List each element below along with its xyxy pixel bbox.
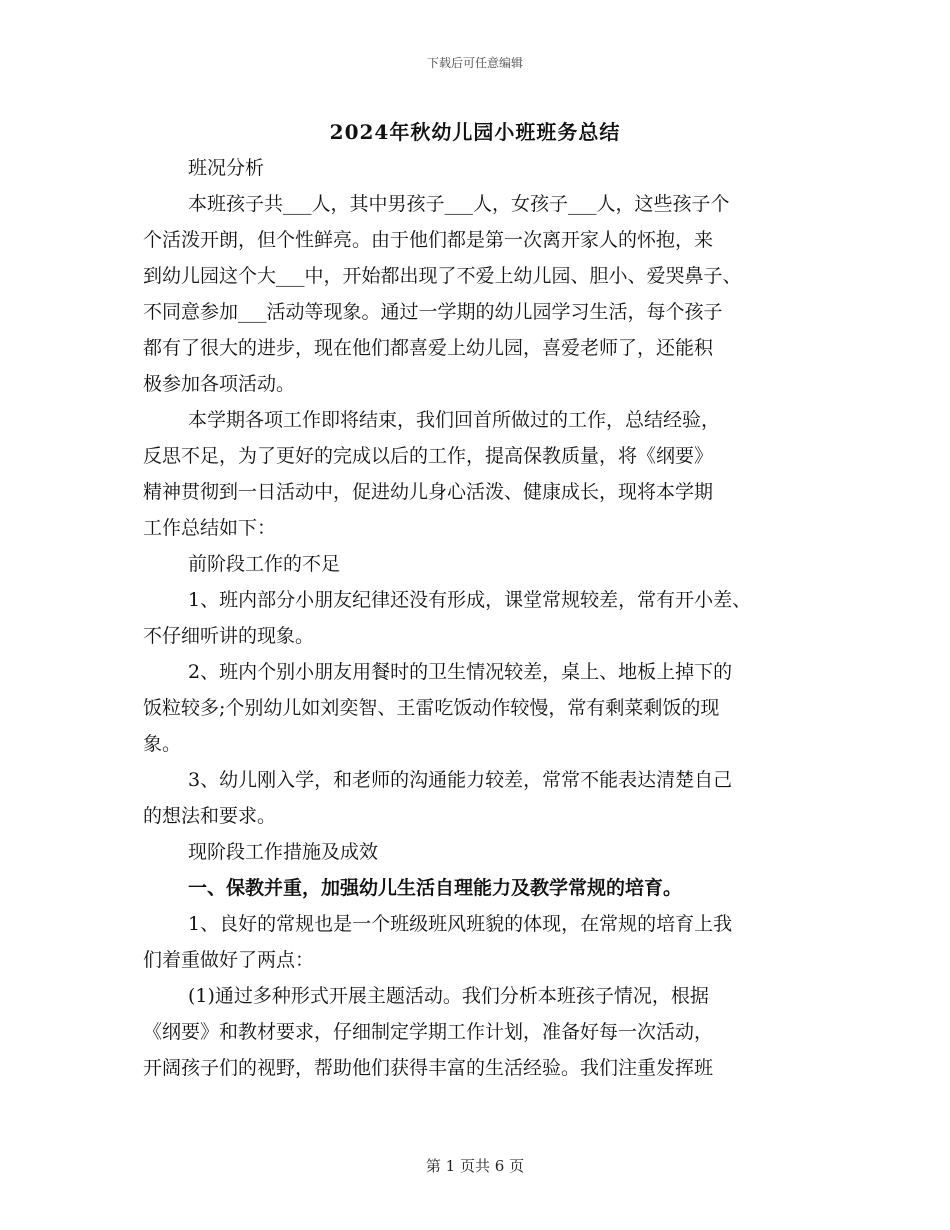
paragraph — [143, 906, 823, 978]
text-line: 《纲要》和教材要求，仔细制定学期工作计划，准备好每一次活动， — [143, 1021, 714, 1043]
text-line: 工作总结如下： — [143, 517, 277, 539]
text-line: 本学期各项工作即将结束，我们回首所做过的工作，总结经验， — [188, 409, 721, 431]
paragraph — [143, 150, 823, 186]
text-line: (1)通过多种形式开展主题活动。我们分析本班孩子情况，根据 — [188, 985, 709, 1007]
text-line: 现阶段工作措施及成效 — [188, 841, 379, 863]
text-line: 的想法和要求。 — [143, 805, 277, 827]
text-line: 1、良好的常规也是一个班级班风班貌的体现，在常规的培育上我 — [188, 913, 733, 935]
text-line: 班况分析 — [188, 157, 265, 179]
text-line: 象。 — [143, 733, 182, 755]
paragraph — [143, 546, 823, 582]
text-line: 3、幼儿刚入学，和老师的沟通能力较差，常常不能表达清楚自己 — [188, 769, 733, 791]
text-line: 本班孩子共___人，其中男孩子___人，女孩子___人，这些孩子个 — [188, 193, 730, 215]
document-body — [143, 150, 823, 1086]
text-line: 一、保教并重，加强幼儿生活自理能力及教学常规的培育。 — [188, 877, 683, 899]
paragraph — [143, 762, 823, 834]
text-line: 极参加各项活动。 — [143, 373, 296, 395]
text-line: 都有了很大的进步，现在他们都喜爱上幼儿园，喜爱老师了，还能积 — [143, 337, 714, 359]
document-title: 2024年秋幼儿园小班班务总结 — [329, 120, 621, 144]
text-line: 到幼儿园这个大___中，开始都出现了不爱上幼儿园、胆小、爱哭鼻子、 — [143, 265, 742, 287]
text-line: 反思不足，为了更好的完成以后的工作，提高保教质量，将《纲要》 — [143, 445, 714, 467]
text-line: 不同意参加___活动等现象。通过一学期的幼儿园学习生活，每个孩子 — [143, 301, 723, 323]
paragraph — [143, 186, 823, 402]
text-line: 个活泼开朗，但个性鲜亮。由于他们都是第一次离开家人的怀抱，来 — [143, 229, 714, 251]
paragraph — [143, 582, 823, 654]
text-line: 饭粒较多;个别幼儿如刘奕智、王雷吃饭动作较慢，常有剩菜剩饭的现 — [143, 697, 720, 719]
paragraph — [143, 978, 823, 1086]
header-note: 下载后可任意编辑 — [426, 56, 523, 70]
paragraph — [143, 654, 823, 762]
page-footer: 第 1 页共 6 页 — [425, 1157, 525, 1175]
text-line: 1、班内部分小朋友纪律还没有形成，课堂常规较差，常有开小差、 — [188, 589, 752, 611]
text-line: 们着重做好了两点： — [143, 949, 315, 971]
text-line: 不仔细听讲的现象。 — [143, 625, 315, 647]
section-heading — [143, 870, 823, 906]
paragraph — [143, 402, 823, 546]
text-line: 开阔孩子们的视野，帮助他们获得丰富的生活经验。我们注重发挥班 — [143, 1057, 714, 1079]
text-line: 2、班内个别小朋友用餐时的卫生情况较差，桌上、地板上掉下的 — [188, 661, 733, 683]
text-line: 精神贯彻到一日活动中，促进幼儿身心活泼、健康成长，现将本学期 — [143, 481, 714, 503]
text-line: 前阶段工作的不足 — [188, 553, 341, 575]
paragraph — [143, 834, 823, 870]
